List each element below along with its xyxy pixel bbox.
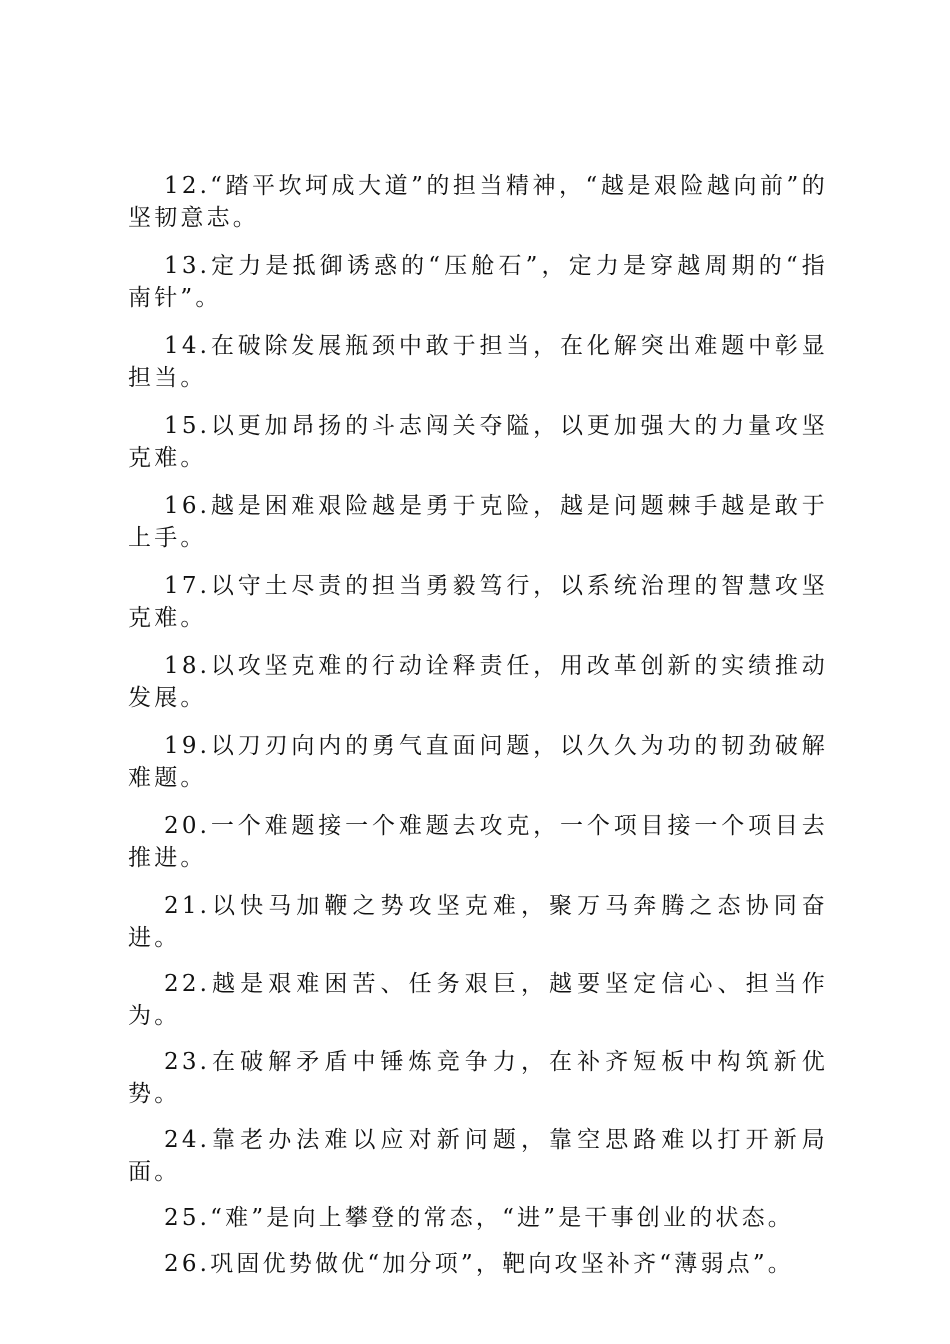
list-item: 18.以攻坚克难的行动诠释责任，用改革创新的实绩推动发展。 — [128, 653, 828, 711]
document-body — [128, 170, 828, 1294]
list-item: 21.以快马加鞭之势攻坚克难，聚万马奔腾之态协同奋进。 — [128, 893, 828, 951]
list-item: 23.在破解矛盾中锤炼竞争力，在补齐短板中构筑新优势。 — [128, 1049, 828, 1107]
list-item: 26.巩固优势做优“加分项”，靶向攻坚补齐“薄弱点”。 — [164, 1251, 795, 1277]
list-item: 20.一个难题接一个难题去攻克，一个项目接一个项目去推进。 — [128, 813, 828, 871]
list-item: 25.“难”是向上攀登的常态，“进”是干事创业的状态。 — [164, 1205, 795, 1231]
list-item: 17.以守土尽责的担当勇毅笃行，以系统治理的智慧攻坚克难。 — [128, 573, 828, 631]
list-item: 14.在破除发展瓶颈中敢于担当，在化解突出难题中彰显担当。 — [128, 333, 828, 391]
list-item: 13.定力是抵御诱惑的“压舱石”，定力是穿越周期的“指南针”。 — [128, 253, 828, 311]
list-item: 19.以刀刃向内的勇气直面问题，以久久为功的韧劲破解难题。 — [128, 733, 828, 791]
list-item: 16.越是困难艰险越是勇于克险，越是问题棘手越是敢于上手。 — [128, 493, 828, 551]
list-item: 24.靠老办法难以应对新问题，靠空思路难以打开新局面。 — [128, 1127, 828, 1185]
list-item: 22.越是艰难困苦、任务艰巨，越要坚定信心、担当作为。 — [128, 971, 828, 1029]
list-item: 15.以更加昂扬的斗志闯关夺隘，以更加强大的力量攻坚克难。 — [128, 413, 828, 471]
list-item: 12.“踏平坎坷成大道”的担当精神，“越是艰险越向前”的坚韧意志。 — [128, 173, 828, 231]
